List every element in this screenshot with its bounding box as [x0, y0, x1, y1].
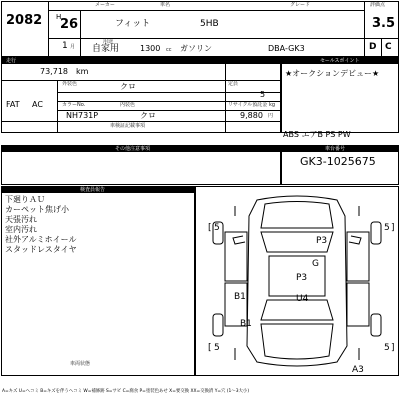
model-code: DBA-GK3	[268, 44, 305, 53]
month-suffix: 月	[70, 44, 76, 50]
recycle-unit: 円	[268, 113, 274, 119]
shift-type: FAT	[6, 100, 20, 109]
tire-bracket-fr: ]	[391, 223, 395, 233]
divider	[48, 38, 398, 39]
mileage-label: 走行	[6, 58, 17, 64]
color-no-value: NH731P	[66, 111, 99, 120]
cc-unit: cc	[166, 47, 172, 53]
damage-u4: U4	[296, 294, 309, 304]
note-line: 下廻りＡＵ	[5, 195, 45, 204]
use-label: 用途	[103, 39, 114, 45]
note-line: 社外アルミホイール	[5, 235, 77, 244]
interior-color-label: 内装色	[120, 102, 136, 108]
tire-rr: 5	[384, 343, 390, 353]
lot-number: 2082	[6, 13, 43, 28]
color-no-label: カラーNo.	[62, 102, 86, 108]
km-unit: km	[76, 67, 89, 76]
inspector-notes-label: 検査員報告	[80, 187, 106, 193]
damage-b1-left: B1	[234, 292, 246, 302]
body-type: 5HB	[200, 19, 219, 29]
other-notes-label: その他注意事項	[115, 146, 151, 152]
year-number: 26	[60, 17, 79, 32]
ac-flag: AC	[32, 100, 43, 109]
divider	[1, 80, 281, 81]
tire-fl: 5	[214, 223, 220, 233]
divider	[57, 92, 281, 93]
damage-a3: A3	[352, 365, 364, 375]
kg-unit: kg	[269, 102, 276, 108]
damage-roof-p3: P3	[316, 236, 328, 246]
tire-rl: 5	[214, 343, 220, 353]
divider	[48, 10, 364, 11]
score-label: 評価点	[370, 2, 386, 8]
reg-month: 1	[62, 41, 68, 51]
interior-grade: D	[369, 42, 377, 52]
sales-point-text: ★オークションデビュー★	[285, 69, 380, 78]
tire-bracket-rl: [	[208, 343, 212, 353]
divider	[80, 10, 81, 57]
chassis-label: 車台番号	[325, 146, 346, 152]
tire-bracket-fl: [	[208, 223, 212, 233]
note-line: 天張汚れ	[5, 215, 37, 224]
grade-label: グレード	[290, 2, 311, 8]
color-value: クロ	[120, 82, 136, 91]
color-label: 外装色	[62, 81, 78, 87]
note-line: 室内汚れ	[5, 225, 37, 234]
mileage-value: 73,718	[40, 67, 68, 76]
damage-p3: P3	[296, 273, 308, 283]
recycle-value: 9,880	[240, 111, 263, 120]
damage-b1-rear: B1	[240, 319, 252, 329]
tire-fr: 5	[384, 223, 390, 233]
seats-value: 5	[260, 90, 266, 99]
sales-point-label: セールスポイント	[320, 58, 360, 64]
year-era: H	[56, 13, 62, 21]
score-value: 3.5	[372, 16, 396, 31]
divider	[57, 80, 58, 133]
note-line: カーペット焦げ小	[5, 205, 69, 214]
inspection-label: 車検証記載事項	[110, 123, 146, 129]
interior-color-value: クロ	[140, 111, 156, 120]
damage-g: G	[312, 259, 319, 269]
spec-header	[2, 58, 280, 64]
fuel-type: ガソリン	[180, 44, 212, 53]
car-name-label: 車名	[160, 2, 171, 8]
recycle-label: リサイクル預託金	[228, 102, 268, 108]
seats-label: 定員	[228, 81, 239, 87]
divider	[364, 1, 365, 57]
equipment-list: ABS エアB PS PW	[283, 130, 351, 139]
divider	[1, 121, 281, 122]
use-value: 自家用	[92, 44, 120, 54]
make-label: メーカー	[95, 2, 115, 8]
exterior-grade: C	[385, 42, 392, 52]
damage-legend: A=キズ U=ヘコミ B=キズを伴うヘコミ W=補修跡 S=サビ C=腐食 P=塗装色あせ X=要交換 XX=交換済 Y=穴 (1〜3大小)	[2, 389, 250, 394]
divider	[381, 38, 382, 57]
displacement: 1300	[140, 44, 161, 53]
note-line: スタッドレスタイヤ	[5, 245, 77, 254]
car-name: フィット	[115, 19, 151, 29]
owner-label: 車両状態	[70, 361, 91, 367]
chassis-number: GK3-1025675	[300, 155, 376, 168]
tire-bracket-rr: ]	[391, 343, 395, 353]
